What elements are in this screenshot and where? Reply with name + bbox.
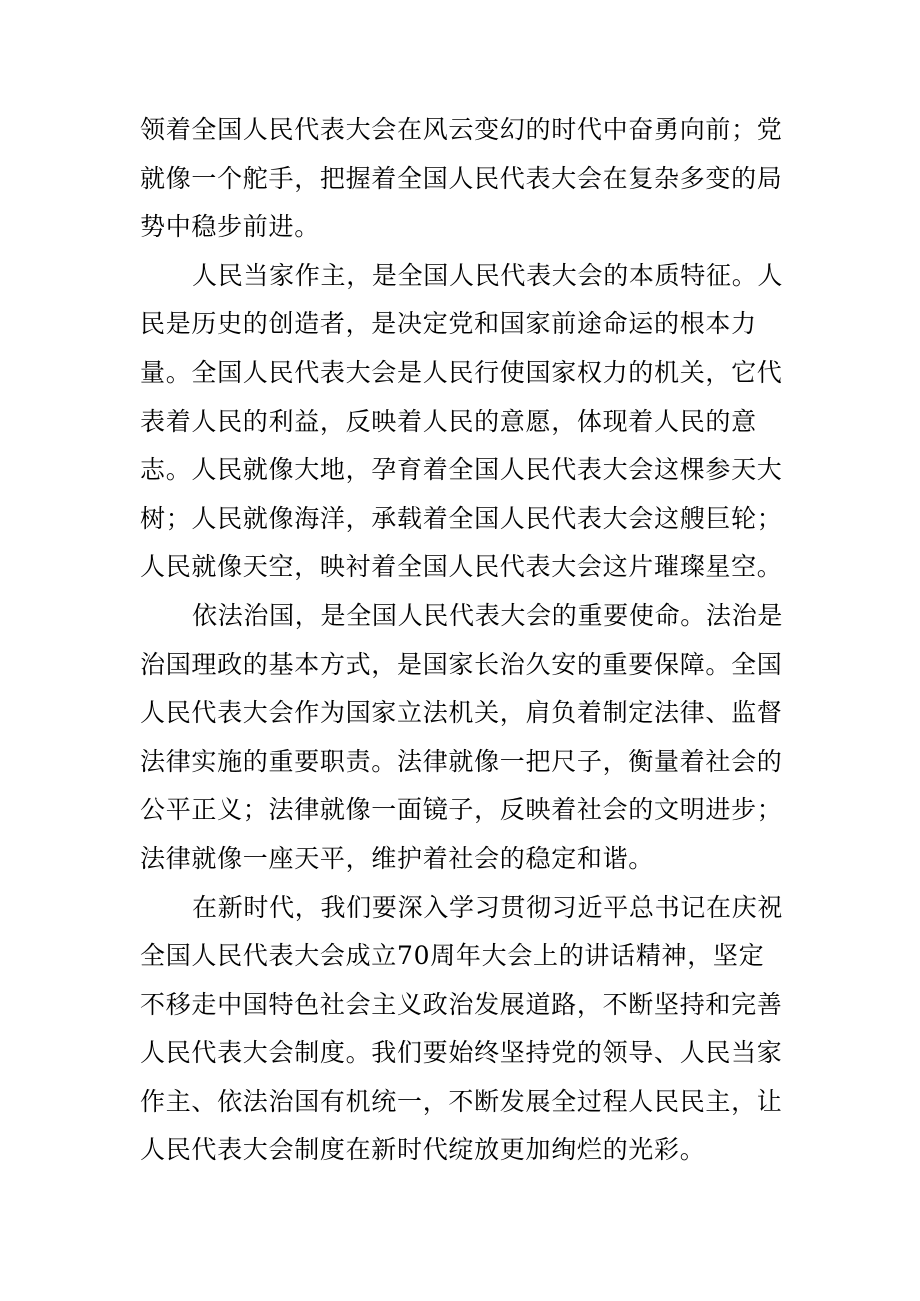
paragraph-people-masters: 人民当家作主，是全国人民代表大会的本质特征。人民是历史的创造者，是决定党和国家前途命运的根本力量。全国人民代表大会是人民行使国家权力的机关，它代表着人民的利益，反映着人民的意愿，体现着人民的意志。人民就像大地，孕育着全国人民代表大会这棵参天大树；人民就像海洋，承载着全国人民代表大会这艘巨轮；人民就像天空，映衬着全国人民代表大会这片璀璨星空。 bbox=[140, 260, 784, 582]
paragraph-rule-of-law: 依法治国，是全国人民代表大会的重要使命。法治是治国理政的基本方式，是国家长治久安的重要保障。全国人民代表大会作为国家立法机关，肩负着制定法律、监督法律实施的重要职责。法律就像一把尺子，衡量着社会的公平正义；法律就像一面镜子，反映着社会的文明进步；法律就像一座天平，维护着社会的稳定和谐。 bbox=[140, 600, 784, 873]
paragraph-continuation: 领着全国人民代表大会在风云变幻的时代中奋勇向前；党就像一个舵手，把握着全国人民代表大会在复杂多变的局势中稳步前进。 bbox=[140, 115, 783, 242]
paragraph-new-era: 在新时代，我们要深入学习贯彻习近平总书记在庆祝全国人民代表大会成立70周年大会上的讲话精神，坚定不移走中国特色社会主义政治发展道路，不断坚持和完善人民代表大会制度。我们要始终坚持党的领导、人民当家作主、依法治国有机统一，不断发展全过程人民民主，让人民代表大会制度在新时代绽放更加绚烂的光彩。 bbox=[140, 892, 784, 1165]
document-body bbox=[140, 106, 788, 1175]
